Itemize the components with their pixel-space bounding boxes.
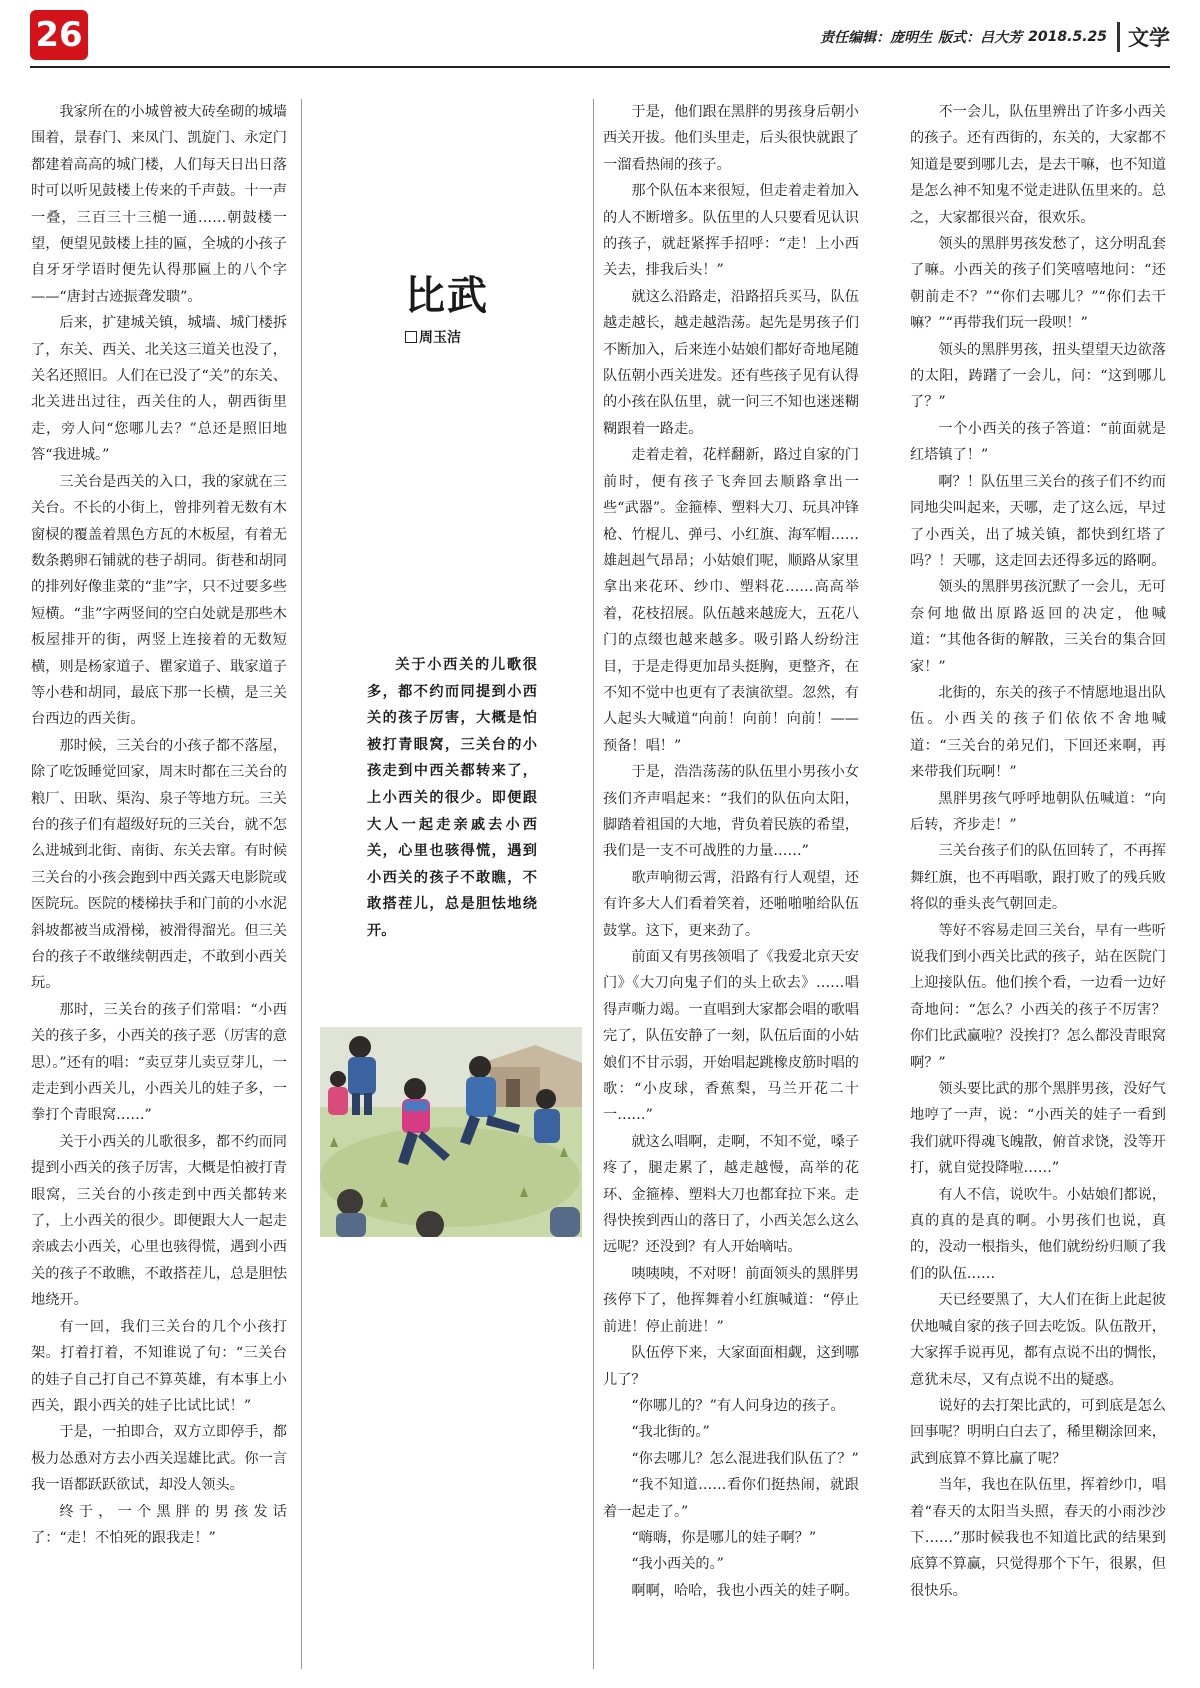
paragraph: 领头的黑胖男孩，扭头望望天边欲落的太阳，踌躇了一会儿，问：“这到哪儿了？” — [910, 341, 1166, 411]
story-illustration — [320, 1027, 582, 1237]
paragraph: 于是，一拍即合，双方立即停手，都极力怂恿对方去小西关逞雄比武。你一言我一语都跃跃欲试，却没人领头。 — [31, 1424, 287, 1494]
illustration-children-wrestling-icon — [320, 1027, 582, 1237]
paragraph: 一个小西关的孩子答道：“前面就是红塔镇了！” — [910, 420, 1166, 464]
paragraph: 终于，一个黑胖的男孩发话了：“走！不怕死的跟我走！” — [31, 1503, 287, 1546]
paragraph: 不一会儿，队伍里辨出了许多小西关的孩子。还有西街的，东关的，大家都不知道是要到哪儿去，是去干嘛，也不知道是怎么神不知鬼不觉走进队伍里来的。总之，大家都很兴奋，很欢乐。 — [910, 104, 1166, 226]
paragraph: 等好不容易走回三关台，早有一些听说我们到小西关比武的孩子，站在医院门上迎接队伍。他们挨个看，一边看一边好奇地问：“怎么？小西关的孩子不厉害？你们比武赢啦？没挨打？怎么都没青眼窝啊？” — [910, 922, 1166, 1071]
paragraph: 就这么唱啊，走啊，不知不觉，嗓子疼了，腿走累了，越走越慢，高举的花环、金箍棒、塑料大刀也都耷拉下来。走得快挨到西山的落日了，小西关怎么这么远呢？还没到？有人开始嘀咕。 — [603, 1133, 859, 1256]
header-rule — [30, 66, 1170, 68]
paragraph: 三关台孩子们的队伍回转了，不再挥舞红旗，也不再唱歌，跟打败了的残兵败将似的垂头丧气朝回走。 — [910, 843, 1166, 913]
paragraph: “嗨嗨，你是哪儿的娃子啊？” — [631, 1529, 817, 1546]
section-name: 文学 — [1117, 22, 1170, 52]
paragraph: “我小西关的。” — [631, 1556, 724, 1573]
paragraph: 有人不信，说吹牛。小姑娘们都说，真的真的是真的啊。小男孩们也说，真的，没动一根指头，他们就纷纷归顺了我们的队伍…… — [910, 1186, 1166, 1282]
editor-credit: 责任编辑：庞明生 — [820, 30, 933, 46]
byline — [405, 327, 489, 347]
column-1 — [31, 99, 287, 1551]
paragraph: 三关台是西关的入口，我的家就在三关台。不长的小街上，曾排列着无数有木窗棂的覆盖着黑色方瓦的木板屋，有着无数条鹅卵石铺就的巷子胡同。街巷和胡同的排列好像韭菜的“韭”字，只不过要多些短横。“韭”字两竖间的空白处就是那些木板屋排开的街，两竖上连接着的无数短横，则是杨家道子、瞿家道子、戢家道子等小巷和胡同，最底下那一长横，是三关台西边的西关街。 — [31, 473, 287, 728]
page-number: 26 — [30, 10, 88, 60]
paragraph: 于是，浩浩荡荡的队伍里小男孩小女孩们齐声唱起来：“我们的队伍向太阳，脚踏着祖国的大地，背负着民族的希望，我们是一支不可战胜的力量……” — [603, 764, 859, 860]
article-header — [405, 264, 489, 347]
paragraph: “我不知道……看你们挺热闹，就跟着一起走了。” — [603, 1477, 859, 1520]
paragraph: 走着走着，花样翻新，路过自家的门前时，便有孩子飞奔回去顺路拿出一些“武器”。金箍棒、塑料大刀、玩具冲锋枪、竹棍儿、弹弓、小红旗、海军帽……雄赳赳气昂昂；小姑娘们呢，顺路从家里拿出来花环、纱巾、塑料花……高高举着，花枝招展。队伍越来越庞大，五花八门的点缀也越来越多。吸引路人纷纷注目，于是走得更加昂头挺胸，更整齐，在不知不觉中也更有了表演欲望。忽然，有人起头大喊道“向前！向前！向前！——预备！唱！” — [603, 447, 859, 754]
paragraph: 领头的黑胖男孩沉默了一会儿，无可奈何地做出原路返回的决定，他喊道：“其他各街的解散，三关台的集合回家！” — [910, 579, 1166, 675]
paragraph: 领头的黑胖男孩发愁了，这分明乱套了嘛。小西关的孩子们笑嘻嘻地问：“还朝前走不？”“你们去哪儿？”“你们去干嘛？”“再带我们玩一段呗！” — [910, 236, 1166, 332]
author-name: 周玉洁 — [419, 330, 461, 346]
paragraph: “我北街的。” — [631, 1424, 710, 1441]
paragraph: 歌声响彻云霄，沿路有行人观望，还有许多大人们看着笑着，还啪啪啪给队伍鼓掌。这下，更来劲了。 — [603, 869, 859, 939]
paragraph: 北街的，东关的孩子不情愿地退出队伍。小西关的孩子们依依不舍地喊道：“三关台的弟兄们，下回还来啊，再来带我们玩啊！” — [910, 684, 1166, 781]
header-meta — [820, 22, 1170, 52]
square-bullet-icon — [405, 331, 417, 343]
paragraph: 领头要比武的那个黑胖男孩，没好气地哼了一声，说：“小西关的娃子一看到我们就吓得魂飞魄散，俯首求饶，没等开打，就自觉投降啦……” — [910, 1081, 1166, 1177]
paragraph: 那个队伍本来很短，但走着走着加入的人不断增多。队伍里的人只要看见认识的孩子，就赶紧挥手招呼：“走！上小西关去，排我后头！” — [603, 183, 859, 279]
paragraph: “你哪儿的？”有人问身边的孩子。 — [631, 1397, 845, 1414]
issue-date: 2018.5.25 — [1028, 29, 1107, 45]
column-divider — [301, 99, 302, 1669]
paragraph: 后来，扩建城关镇，城墙、城门楼拆了，东关、西关、北关这三道关也没了，关名还照旧。人们在已没了“关”的东关、北关进出过往，西关住的人，朝西街里走，旁人问“您哪儿去？”总还是照旧地答“我进城。” — [31, 315, 287, 464]
paragraph: 啊啊，哈哈，我也小西关的娃子啊。 — [631, 1582, 859, 1599]
column-divider — [593, 99, 594, 1669]
paragraph: 那时，三关台的孩子们常唱：“小西关的孩子多，小西关的孩子恶（厉害的意思）。”还有的唱：“卖豆芽儿卖豆芽儿，一走走到小西关儿，小西关儿的娃子多，一拳打个青眼窝……” — [31, 1001, 287, 1124]
paragraph: 关于小西关的儿歌很多，都不约而同提到小西关的孩子厉害，大概是怕被打青眼窝，三关台的小孩走到中西关都转来了，上小西关的很少。即便跟大人一起走亲戚去小西关，心里也骇得慌，遇到小西关的孩子不敢瞧，不敢搭茬儿，总是胆怯地绕开。 — [31, 1133, 287, 1309]
paragraph: 当年，我也在队伍里，挥着纱巾，唱着“春天的太阳当头照，春天的小雨沙沙下……”那时候我也不知道比武的结果到底算不算赢，只觉得那个下午，很累，但很快乐。 — [910, 1477, 1166, 1599]
paragraph: 队伍停下来，大家面面相觑，这到哪儿了？ — [603, 1345, 859, 1388]
article-title: 比武 — [405, 272, 489, 319]
paragraph: 前面又有男孩领唱了《我爱北京天安门》《大刀向鬼子们的头上砍去》……唱得声嘶力竭。一直唱到大家都会唱的歌唱完了，队伍安静了一刻，队伍后面的小姑娘们不甘示弱，开始唱起跳橡皮筋时唱的歌：“小皮球，香蕉梨，马兰开花二十一……” — [603, 949, 859, 1124]
paragraph: “你去哪儿？怎么混进我们队伍了？” — [631, 1450, 859, 1467]
paragraph: 有一回，我们三关台的几个小孩打架。打着打着，不知谁说了句：“三关台的娃子自己打自己不算英雄，有本事上小西关，跟小西关的娃子比试比试！” — [31, 1318, 287, 1414]
pull-quote-text: 关于小西关的儿歌很多，都不约而同提到小西关的孩子厉害，大概是怕被打青眼窝，三关台的小孩走到中西关都转来了，上小西关的很少。即便跟大人一起走亲戚去小西关，心里也骇得慌，遇到小西关的孩子不敢瞧，不敢搭茬儿，总是胆怯地绕开。 — [367, 657, 537, 939]
paragraph: 于是，他们跟在黑胖的男孩身后朝小西关开拔。他们头里走，后头很快就跟了一溜看热闹的孩子。 — [603, 104, 859, 173]
column-3 — [603, 99, 859, 1604]
paragraph: 就这么沿路走，沿路招兵买马，队伍越走越长，越走越浩荡。起先是男孩子们不断加入，后来连小姑娘们都好奇地尾随队伍朝小西关进发。还有些孩子见有认得的小孩在队伍里，就一问三不知也迷迷糊糊跟着一路走。 — [603, 288, 859, 437]
paragraph: 咦咦咦，不对呀！前面领头的黑胖男孩停下了，他挥舞着小红旗喊道：“停止前进！停止前进！” — [603, 1265, 859, 1335]
paragraph: 说好的去打架比武的，可到底是怎么回事呢？明明白白去了，稀里糊涂回来，武到底算不算比赢了呢？ — [910, 1397, 1166, 1467]
paragraph: 啊？！队伍里三关台的孩子们不约而同地尖叫起来，天哪，走了这么远，早过了小西关，出了城关镇，都快到红塔了吗？！天哪，这走回去还得多远的路啊。 — [910, 473, 1166, 569]
column-4 — [910, 99, 1166, 1604]
layout-credit: 版式：吕大芳 — [938, 30, 1023, 46]
paragraph: 黑胖男孩气呼呼地朝队伍喊道：“向后转，齐步走！” — [910, 790, 1166, 833]
paragraph: 那时候，三关台的小孩子都不落屋，除了吃饭睡觉回家，周末时都在三关台的粮厂、田耿、渠沟、泉子等地方玩。三关台的孩子们有超级好玩的三关台，就不怎么进城到北街、南街、东关去窜。有时候三关台的小孩会跑到中西关露天电影院或医院玩。医院的楼梯扶手和门前的小水泥斜坡都被当成滑梯，被滑得溜光。但三关台的孩子不敢继续朝西走，不敢到小西关玩。 — [31, 737, 287, 992]
paragraph: 我家所在的小城曾被大砖垒砌的城墙围着，景春门、来凤门、凯旋门、永定门都建着高高的城门楼，人们每天日出日落时可以听见鼓楼上传来的千声鼓。十一声一叠，三百三十三槌一通……朝鼓楼一望，便望见鼓楼上挂的匾，全城的小孩子自牙牙学语时便先认得那匾上的八个字——“唐封古迹振聋发聩”。 — [31, 104, 287, 305]
pull-quote — [367, 652, 537, 945]
paragraph: 天已经要黑了，大人们在街上此起彼伏地喊自家的孩子回去吃饭。队伍散开，大家挥手说再见，都有点说不出的惆怅，意犹未尽，又有点说不出的疑惑。 — [910, 1292, 1166, 1388]
